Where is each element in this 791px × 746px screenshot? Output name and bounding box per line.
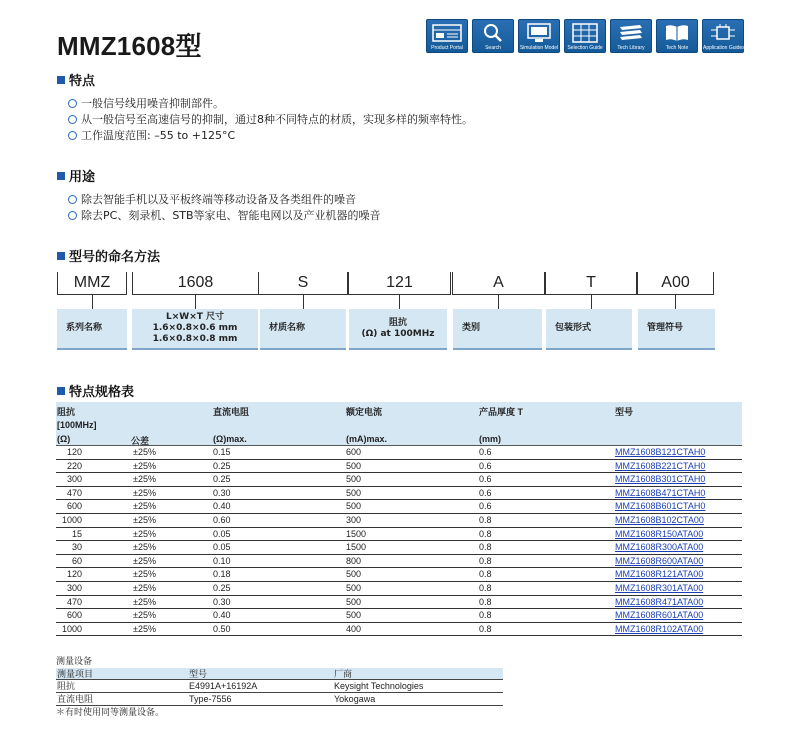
application-text: 除去智能手机以及平板终端等移动设备及各类组件的噪音 [81,193,356,206]
part-number-link[interactable]: MMZ1608B601CTAH0 [615,501,706,512]
naming-description-line: 阻抗 [388,317,407,328]
table-cell: 0.15 [213,447,231,457]
table-row [56,446,742,460]
measurement-row [56,680,503,693]
table-cell: 120 [66,569,82,580]
toolbar-label: Selection Guide [567,45,603,51]
naming-bracket [126,272,127,295]
measurement-table [56,654,503,719]
table-cell: 0.30 [213,487,231,498]
feature-item [68,111,473,127]
page-title: MMZ1608型 [57,31,202,61]
table-row [56,460,742,474]
circle-bullet-icon [68,195,77,204]
table-cell: 0.6 [479,447,492,457]
application-text: 除去PC、刻录机、STB等家电、智能电网以及产业机器的噪音 [81,209,381,222]
table-cell: 0.60 [213,514,231,525]
circle-bullet-icon [68,131,77,140]
table-cell: 800 [346,555,362,566]
table-row [56,528,742,542]
circle-bullet-icon [68,211,77,220]
part-number-link[interactable]: MMZ1608R121ATA00 [615,569,704,580]
naming-connector [195,294,196,309]
table-cell: 0.8 [479,528,492,539]
table-cell: ±25% [133,474,156,485]
naming-code: A00 [661,274,690,291]
naming-description [638,309,715,350]
table-cell: 0.8 [479,542,492,553]
tech-note-button[interactable] [656,19,698,53]
selection-guide-icon [565,22,605,44]
table-cell: 120 [66,447,82,457]
measurement-cell: E4991A+16192A [189,681,258,691]
feature-text: 工作温度范围: –55 to +125°C [81,129,236,142]
product-portal-icon [427,22,467,44]
table-row [56,596,742,610]
col-unit: (Ω) [57,434,71,444]
toolbar-label: Application Guides [703,45,745,51]
naming-bracket [132,272,133,295]
table-row [56,582,742,596]
naming-connector [591,294,592,309]
col-part: 型号 [615,407,634,417]
selection-guide-button[interactable] [564,19,606,53]
naming-description [546,309,632,350]
feature-text: 一般信号线用噪音抑制部件。 [81,97,224,110]
table-cell: 500 [346,596,362,607]
naming-heading [57,246,160,265]
naming-connector [92,294,93,309]
table-cell: 500 [346,569,362,580]
square-bullet-icon [57,252,65,260]
spec-table [56,402,742,636]
part-number-link[interactable]: MMZ1608B301CTAH0 [615,474,706,485]
table-cell: ±25% [133,582,156,593]
table-cell: 0.8 [479,569,492,580]
features-heading-text: 特点 [69,74,96,89]
table-cell: 0.6 [479,501,492,512]
table-row [56,500,742,514]
toolbar-label: Product Portal [431,45,463,51]
table-cell: 500 [346,501,362,512]
toolbar-label: Tech Library [617,45,645,51]
measurement-cell: Type-7556 [189,694,232,704]
table-cell: 470 [66,487,82,498]
measurement-cell: 阻抗 [57,681,76,691]
table-cell: ±25% [133,610,156,621]
square-bullet-icon [57,387,65,395]
table-cell: 300 [66,474,82,485]
table-cell: 470 [66,596,82,607]
table-cell: 0.6 [479,460,492,471]
spec-heading-text: 特点规格表 [69,385,135,400]
applications-heading [57,166,95,185]
part-number-link[interactable]: MMZ1608R471ATA00 [615,596,704,607]
naming-connector [303,294,304,309]
part-number-link[interactable]: MMZ1608B121CTAH0 [615,447,706,457]
simulation-model-button[interactable] [518,19,560,53]
measurement-col-model: 型号 [189,669,208,679]
table-cell: ±25% [133,569,156,580]
measurement-row [56,693,503,706]
feature-text: 从一般信号至高速信号的抑制，通过8种不同特点的材质，实现多样的频率特性。 [81,113,473,126]
table-row [56,473,742,487]
naming-bracket [258,272,259,295]
naming-connector [675,294,676,309]
naming-heading-text: 型号的命名方法 [69,250,161,265]
measurement-caption: 测量设备 [56,656,93,666]
application-guides-button[interactable] [702,19,744,53]
application-guides-icon [703,22,743,44]
col-thickness: 产品厚度 T [479,407,523,417]
table-row [56,555,742,569]
simulation-model-icon [519,22,559,44]
circle-bullet-icon [68,115,77,124]
table-cell: 0.8 [479,610,492,621]
table-row [56,568,742,582]
table-row [56,541,742,555]
search-button[interactable] [472,19,514,53]
col-dcr: 直流电阻 [213,407,250,417]
naming-bracket [452,272,453,295]
table-row [56,487,742,501]
naming-description [349,309,447,350]
toolbar-label: Search [485,45,501,51]
table-cell: 15 [71,528,82,539]
table-cell: 30 [71,542,82,553]
naming-description [57,309,127,350]
measurement-cell: 直流电阻 [57,694,94,704]
table-cell: 500 [346,610,362,621]
naming-code: T [586,274,596,291]
table-cell: 1500 [346,528,367,539]
table-cell: 600 [346,447,362,457]
table-cell: 500 [346,474,362,485]
product-portal-button[interactable] [426,19,468,53]
part-number-link[interactable]: MMZ1608R102ATA00 [615,623,704,634]
table-cell: 0.8 [479,555,492,566]
table-cell: 0.25 [213,460,231,471]
square-bullet-icon [57,172,65,180]
naming-description-line: 材质名称 [269,323,306,333]
search-icon [473,22,513,44]
table-cell: 0.25 [213,474,231,485]
spec-table-body [56,446,742,636]
table-cell: ±25% [133,623,156,634]
tech-library-icon [611,22,651,44]
table-cell: 300 [66,582,82,593]
feature-item [68,95,224,111]
toolbar [426,19,744,53]
table-row [56,514,742,528]
naming-description-line: 1.6×0.8×0.8 mm [152,334,238,344]
part-number-link[interactable]: MMZ1608B221CTAH0 [615,460,706,471]
table-row [56,609,742,623]
table-cell: 0.10 [213,555,231,566]
naming-bracket [450,272,451,295]
table-cell: 600 [66,501,82,512]
naming-description [132,309,258,350]
col-freq: [100MHz] [57,420,97,430]
naming-description-line: L×W×T 尺寸 [165,312,225,322]
col-current: 额定电流 [346,407,383,417]
tech-note-icon [657,22,697,44]
naming-code: S [297,274,309,291]
naming-bracket [637,272,638,295]
table-cell: 0.8 [479,514,492,525]
naming-description-line: 管理符号 [647,323,684,333]
table-cell: ±25% [133,542,156,553]
naming-bracket [545,272,546,295]
table-cell: ±25% [133,487,156,498]
table-cell: 0.05 [213,542,231,553]
naming-code: A [493,274,504,291]
table-cell: 220 [66,460,82,471]
naming-description-line: (Ω) at 100MHz [361,328,435,339]
naming-connector [399,294,400,309]
tech-library-button[interactable] [610,19,652,53]
measurement-col-item: 测量项目 [57,669,94,679]
table-row [56,623,742,637]
naming-connector [498,294,499,309]
table-cell: 0.50 [213,623,231,634]
table-cell: 500 [346,460,362,471]
table-cell: ±25% [133,528,156,539]
toolbar-label: Tech Note [665,45,689,51]
table-cell: 0.8 [479,623,492,634]
table-cell: 600 [66,610,82,621]
measurement-header [56,668,503,680]
table-cell: 0.25 [213,582,231,593]
table-cell: 0.6 [479,487,492,498]
feature-item [68,127,235,143]
applications-heading-text: 用途 [69,170,96,185]
measurement-cell: Yokogawa [334,694,376,704]
naming-description-line: 包装形式 [555,323,592,333]
spec-table-header [56,402,742,446]
table-cell: 0.8 [479,582,492,593]
table-cell: 0.18 [213,569,231,580]
table-cell: 0.40 [213,501,231,512]
col-tolerance: 公差 [131,436,150,446]
part-number-link[interactable]: MMZ1608B102CTA00 [615,514,704,525]
part-number-link[interactable]: MMZ1608R600ATA00 [615,555,704,566]
col-impedance: 阻抗 [57,407,76,417]
measurement-note: ＊有时使用同等测量设备。 [56,707,165,717]
table-cell: 1000 [61,514,82,525]
naming-code: MMZ [73,274,111,291]
part-number-link[interactable]: MMZ1608R301ATA00 [615,582,704,593]
table-cell: ±25% [133,514,156,525]
circle-bullet-icon [68,99,77,108]
table-cell: 1000 [61,623,82,634]
naming-description-line: 类别 [462,323,481,333]
part-number-link[interactable]: MMZ1608R150ATA00 [615,528,704,539]
table-cell: 0.8 [479,596,492,607]
measurement-col-maker: 厂商 [334,669,353,679]
table-cell: 0.6 [479,474,492,485]
table-cell: 0.05 [213,528,231,539]
col-current-unit: (mA)max. [346,434,388,444]
square-bullet-icon [57,76,65,84]
table-cell: ±25% [133,460,156,471]
part-number-link[interactable]: MMZ1608B471CTAH0 [615,487,706,498]
table-cell: 0.30 [213,596,231,607]
features-heading [57,70,95,89]
table-cell: ±25% [133,596,156,607]
naming-description-line: 系列名称 [66,323,103,333]
naming-description [260,309,346,350]
table-cell: ±25% [133,501,156,512]
naming-description-line: 1.6×0.8×0.6 mm [152,323,238,333]
table-cell: 60 [71,555,82,566]
table-cell: 300 [346,514,362,525]
application-item [68,207,381,223]
part-number-link[interactable]: MMZ1608R601ATA00 [615,610,704,621]
naming-code: 1608 [177,274,214,291]
table-cell: 500 [346,582,362,593]
application-item [68,191,356,207]
table-cell: ±25% [133,447,156,457]
naming-description [453,309,542,350]
spec-heading [57,381,134,400]
naming-bracket [57,272,58,295]
naming-bracket [348,272,349,295]
naming-code: 121 [386,274,413,291]
col-thickness-unit: (mm) [479,434,501,444]
part-number-link[interactable]: MMZ1608R300ATA00 [615,542,704,553]
table-cell: 400 [346,623,362,634]
col-dcr-unit: (Ω)max. [213,434,247,444]
table-cell: 0.40 [213,610,231,621]
measurement-cell: Keysight Technologies [334,681,424,691]
table-cell: 500 [346,487,362,498]
toolbar-label: Simulation Model [519,45,559,51]
table-cell: ±25% [133,555,156,566]
naming-bracket [713,272,714,295]
table-cell: 1500 [346,542,367,553]
